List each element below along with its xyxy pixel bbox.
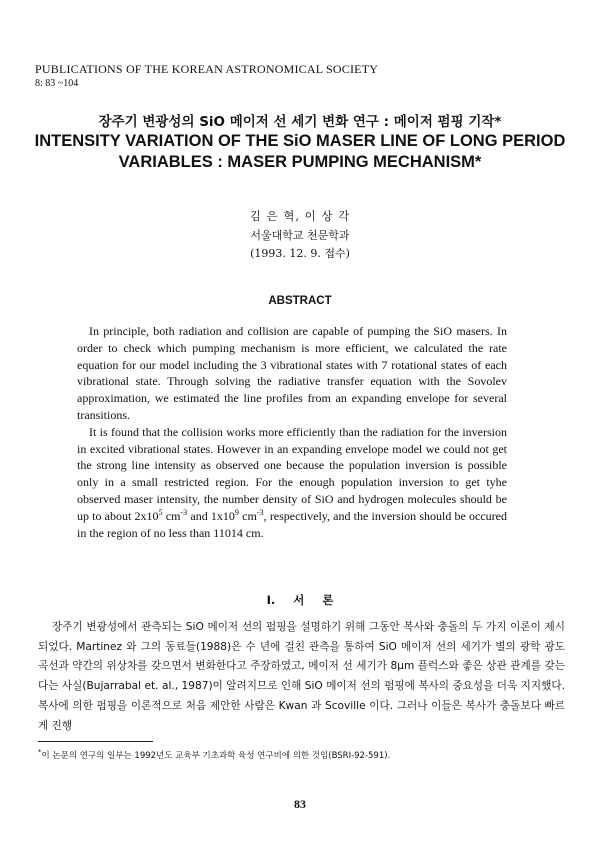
introduction-body <box>38 618 565 736</box>
page-number: 83 <box>294 797 306 811</box>
abstract-text: , respectively, and the inversion should be occured in the region of no less than 11014 cm. <box>77 508 507 540</box>
abstract-text: It is found that the collision works more efficiently than the radiation for the inversion in excited vibrational states. However in an expanding envelope model we could not get the strong line intensity as observed one because the population inversion is possible only in a small restricted region. For the enough population inversion to get tyhe observed maser intensity, the number density of SiO and hydrogen molecules should be up to about 2x10 <box>77 424 507 523</box>
exponent: -3 <box>180 507 188 517</box>
received-date: (1993. 12. 9. 접수) <box>250 247 350 260</box>
abstract-paragraph-1: In principle, both radiation and collision are capable of pumping the SiO masers. In order to check which pumping mechanism is more efficient, we calculated the rate equation for our model including the 3 vibrational states with 7 rotational states of each vibrational state. Through solving the radiative transfer equation with the Sovolev approximation, we estimated the line profiles from an expanding envelope for several transitions. <box>77 324 507 422</box>
abstract-text: cm <box>162 508 181 523</box>
exponent: -3 <box>256 507 264 517</box>
footnote <box>38 748 565 761</box>
authors: 김 은 혁, 이 상 각 <box>249 209 351 223</box>
journal-name: PUBLICATIONS OF THE KOREAN ASTRONOMICAL SOCIETY <box>35 62 379 76</box>
volume-pages: 8: 83 ~104 <box>35 78 79 89</box>
exponent: 9 <box>234 507 239 517</box>
affiliation: 서울대학교 천문학과 <box>250 229 350 242</box>
abstract-paragraph-2 <box>77 424 507 542</box>
abstract-text: and 1x10 <box>187 508 235 523</box>
introduction-paragraph: 장주기 변광성에서 관측되는 SiO 메이저 선의 펌핑을 설명하기 위해 그동안 복사와 충돌의 두 가지 이론이 제시되었다. Martinez 와 그의 동료들(1988)은 수 년에 걸친 관측을 통하여 SiO 메이저 선의 세기가 별의 광학 광도 곡선과 약간의 위상차를 갖으면서 변화한다고 주장하였고, 메이저 선 세기가 8μm 플럭스와 좋은 상관 관계를 갖는다는 사실(Bujarrabal et. al., 1987)이 알려지므로 인해 SiO 메이저 선의 펌핑에 복사의 중요성을 더욱 지지했다. 복사에 의한 펌핑을 이론적으로 처음 제안한 사람은 Kwan 과 Scoville 이다. 그러나 이들은 복사가 충돌보다 빠르게 진행 <box>38 621 565 732</box>
abstract-heading: ABSTRACT <box>268 295 332 307</box>
abstract-text: cm <box>239 508 257 523</box>
footnote-divider <box>38 741 153 742</box>
title-english: INTENSITY VARIATION OF THE SiO MASER LINE OF LONG PERIOD VARIABLES : MASER PUMPING MECHANISM* <box>34 132 566 171</box>
exponent: 5 <box>158 507 163 517</box>
footnote-text: 이 논문의 연구의 일부는 1992년도 교육부 기초과학 육성 연구비에 의한 것임(BSRI-92-591). <box>41 750 391 761</box>
title-korean: 장주기 변광성의 SiO 메이저 선 세기 변화 연구 : 메이저 펌핑 기작* <box>98 114 502 130</box>
abstract-body <box>77 323 507 541</box>
footnote-mark: * <box>38 748 42 756</box>
section-heading: I. 서 론 <box>266 593 334 607</box>
